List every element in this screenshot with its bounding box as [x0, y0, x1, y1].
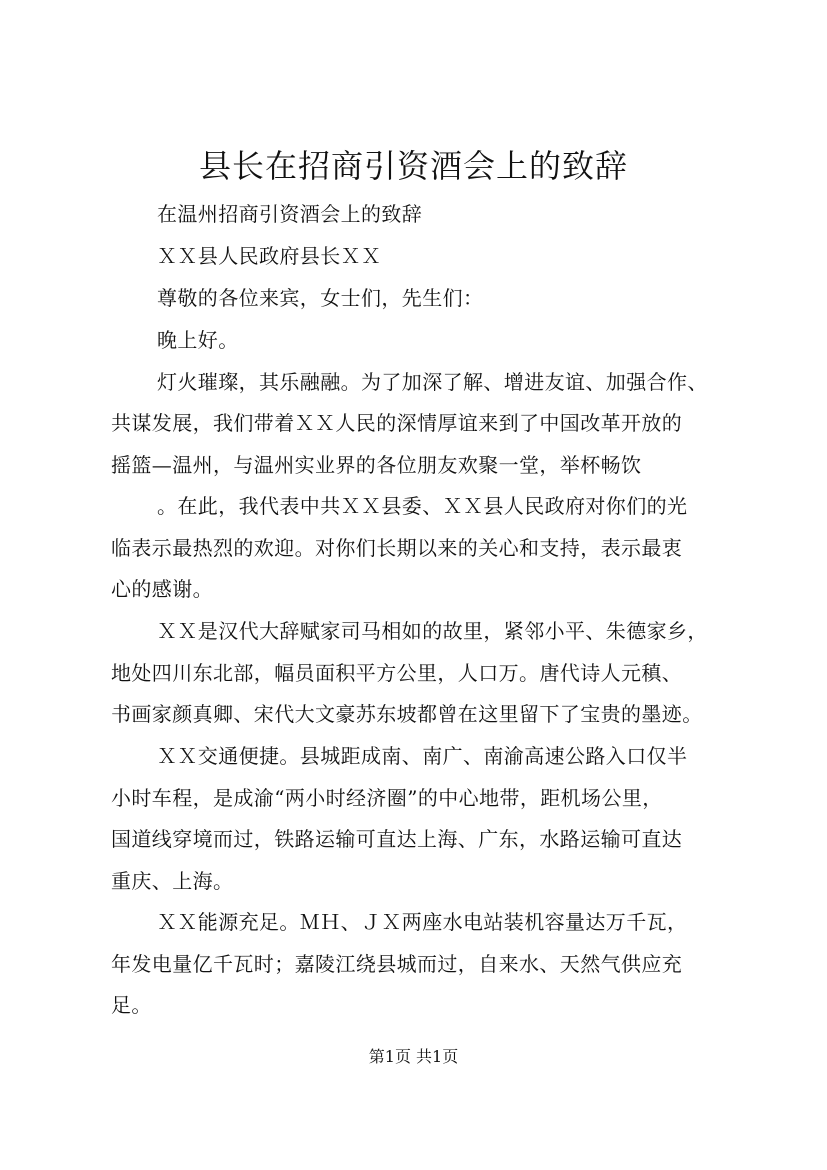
- paragraph-line: 国道线穿境而过，铁路运输可直达上海、广东，水路运输可直达: [111, 827, 683, 851]
- paragraph-line: 摇篮—温州，与温州实业界的各位朋友欢聚一堂，举杯畅饮: [111, 453, 642, 477]
- page-footer: 第1页 共1页: [368, 1047, 459, 1066]
- paragraph-line: 。在此，我代表中共ＸＸ县委、ＸＸ县人民政府对你们的光: [157, 494, 688, 518]
- author-line: ＸＸ县人民政府县长ＸＸ: [157, 244, 382, 268]
- paragraph-line: ＸＸ交通便捷。县城距成南、南广、南渝高速公路入口仅半: [157, 744, 688, 768]
- paragraph-line: 地处四川东北部，幅员面积平方公里，人口万。唐代诗人元稹、: [111, 661, 683, 685]
- greeting-line: 晚上好。: [157, 328, 239, 352]
- paragraph-line: 临表示最热烈的欢迎。对你们长期以来的关心和支持，表示最衷: [111, 536, 683, 560]
- subtitle-line: 在温州招商引资酒会上的致辞: [157, 202, 423, 226]
- page-title: 县长在招商引资酒会上的致辞: [198, 147, 628, 185]
- paragraph-line: 灯火璀璨，其乐融融。为了加深了解、增进友谊、加强合作、: [157, 370, 708, 394]
- salutation-line: 尊敬的各位来宾，女士们，先生们：: [157, 286, 484, 310]
- paragraph-line: ＸＸ能源充足。ＭＨ、ＪＸ两座水电站装机容量达万千瓦，: [157, 910, 688, 934]
- paragraph-line: 小时车程，是成渝“两小时经济圈”的中心地带，距机场公里，: [111, 786, 663, 810]
- paragraph-line: 足。: [111, 993, 152, 1017]
- paragraph-line: 共谋发展，我们带着ＸＸ人民的深情厚谊来到了中国改革开放的: [111, 411, 683, 435]
- paragraph-line: 心的感谢。: [111, 577, 213, 601]
- paragraph-line: 书画家颜真卿、宋代大文豪苏东坡都曾在这里留下了宝贵的墨迹。: [111, 702, 703, 726]
- paragraph-line: 年发电量亿千瓦时；嘉陵江绕县城而过，自来水、天然气供应充: [111, 952, 683, 976]
- paragraph-line: 重庆、上海。: [111, 869, 234, 893]
- paragraph-line: ＸＸ是汉代大辞赋家司马相如的故里，紧邻小平、朱德家乡，: [157, 619, 708, 643]
